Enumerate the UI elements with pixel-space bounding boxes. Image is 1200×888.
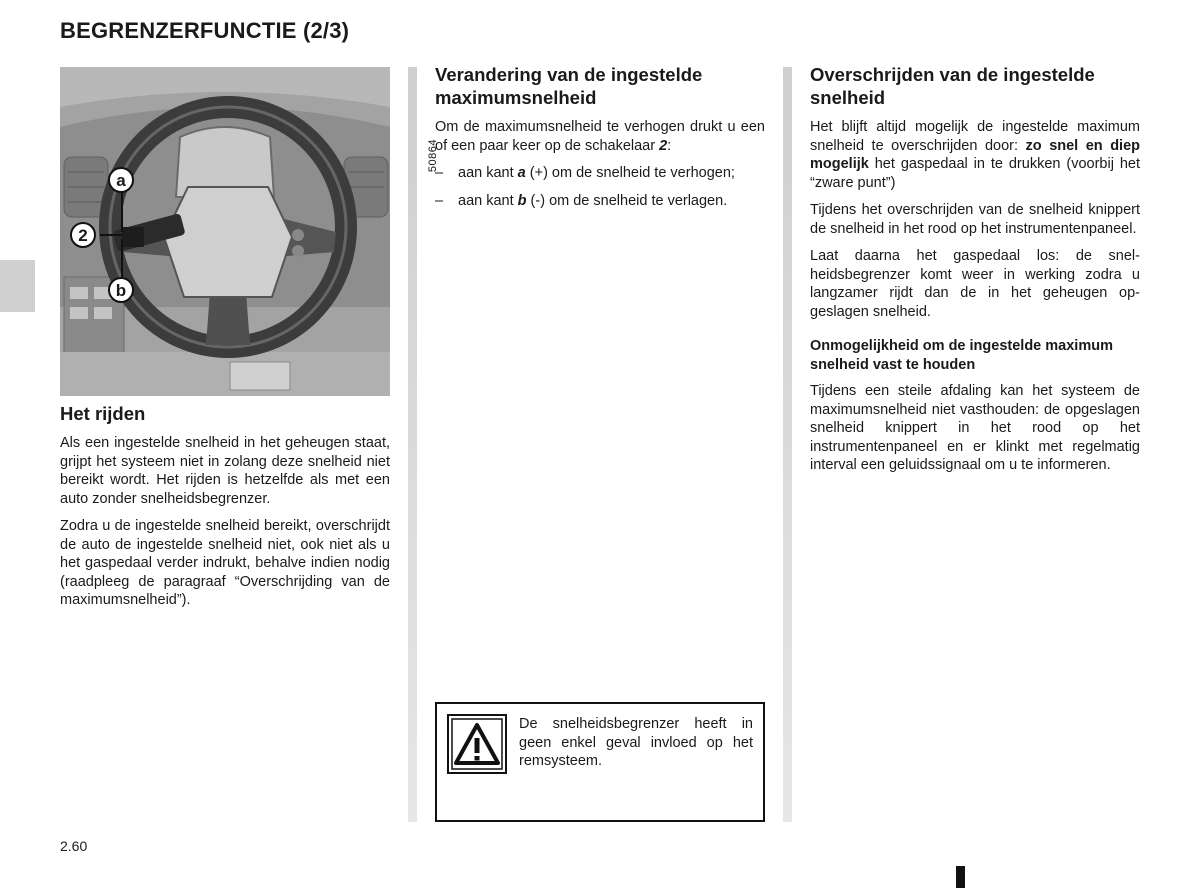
column-divider-2: [783, 67, 792, 822]
warning-box: [435, 702, 765, 822]
steering-wheel-figure: [60, 67, 439, 396]
item1-post: (+) om de snelheid te verhogen;: [525, 165, 735, 181]
item1-ref: a: [517, 165, 526, 181]
callout-2: 2: [70, 222, 96, 248]
middle-heading: Verandering van de ingestelde maximumsnelheid: [435, 64, 703, 108]
right-paragraph-1: [810, 118, 1140, 192]
figure-number: 50864: [427, 139, 439, 173]
list-dash: –: [435, 165, 444, 181]
list-item: [435, 192, 765, 211]
right-p1-bold: zo snel en diep mogelijk: [810, 137, 1141, 172]
list-dash: –: [435, 192, 444, 209]
chapter-tab: [0, 260, 35, 312]
left-paragraph-1: Als een ingestelde snelheid in het geheugen staat, grijpt het systeem niet in zolang deze snelheid niet bereikt wordt. Het rijden is hetzelfde als met een auto zonder snelheidsbegrenzer.: [60, 435, 390, 507]
item2-pre: aan kant: [458, 192, 518, 209]
column-divider-1: [408, 67, 417, 822]
warning-triangle-icon: [447, 714, 507, 774]
middle-list: [435, 164, 765, 210]
page-edge-marker: [956, 866, 965, 888]
item2-ref: b: [517, 192, 527, 209]
item1-pre: aan kant: [458, 165, 518, 181]
list-item: [435, 164, 765, 183]
right-column: [810, 63, 1140, 484]
right-p1-pre: Het blijft altijd mogelijk de ingestelde maximum snelheid te overschrijden door:: [810, 119, 1140, 154]
right-paragraph-4: Tijdens een steile afdaling kan het systeem de maximumsnelheid niet vasthouden: de opgeslagen snelheid knippert in het rood op het instrumentenpaneel en er klinkt met regelmatig interval een geluidssignaal om u te informeren.: [810, 383, 1140, 473]
callout-a: a: [108, 167, 134, 193]
right-p1-post: het gaspedaal in te drukken (voorbij het “zware punt”): [810, 156, 1140, 191]
middle-column: [435, 63, 765, 219]
warning-text: De snelheidsbegrenzer heeft in geen enkel geval invloed op het remsysteem.: [519, 716, 753, 769]
middle-intro: [435, 118, 765, 155]
left-paragraph-2: Zodra u de ingestelde snelheid bereikt, overschrijdt de auto de ingestelde snelheid niet, ook niet als u het gaspedaal verder indrukt, behalve indien nodig (raadpleeg de paragraaf “Overschrijding van de maximumsnelheid”).: [60, 518, 390, 608]
item2-post: (-) om de snelheid te verlagen.: [526, 192, 728, 209]
left-column: [60, 402, 390, 619]
right-paragraph-2: Tijdens het overschrijden van de snelheid knippert de snelheid in het rood op het instrumentenpaneel.: [810, 202, 1140, 237]
middle-intro-text: Om de maximumsnelheid te verhogen drukt u een of een paar keer op de schakelaar: [435, 119, 765, 154]
steering-wheel-illustration: [60, 67, 390, 396]
right-subheading: Onmogelijkheid om de ingestelde maximum snelheid vast te houden: [810, 338, 1113, 373]
page-number: 2.60: [60, 838, 88, 854]
switch-ref-2: 2: [659, 137, 668, 154]
right-heading: Overschrijden van de ingestelde snelheid: [810, 64, 1095, 108]
right-paragraph-3: Laat daarna het gaspedaal los: de snelheidsbegrenzer komt weer in werking zodra u langzamer rijdt dan de in het geheugen opgeslagen snelheid.: [810, 248, 1140, 320]
middle-intro-end: :: [667, 137, 672, 154]
callout-b: b: [108, 277, 134, 303]
left-heading: Het rijden: [60, 403, 146, 424]
page-title: BEGRENZERFUNCTIE (2/3): [60, 18, 350, 43]
